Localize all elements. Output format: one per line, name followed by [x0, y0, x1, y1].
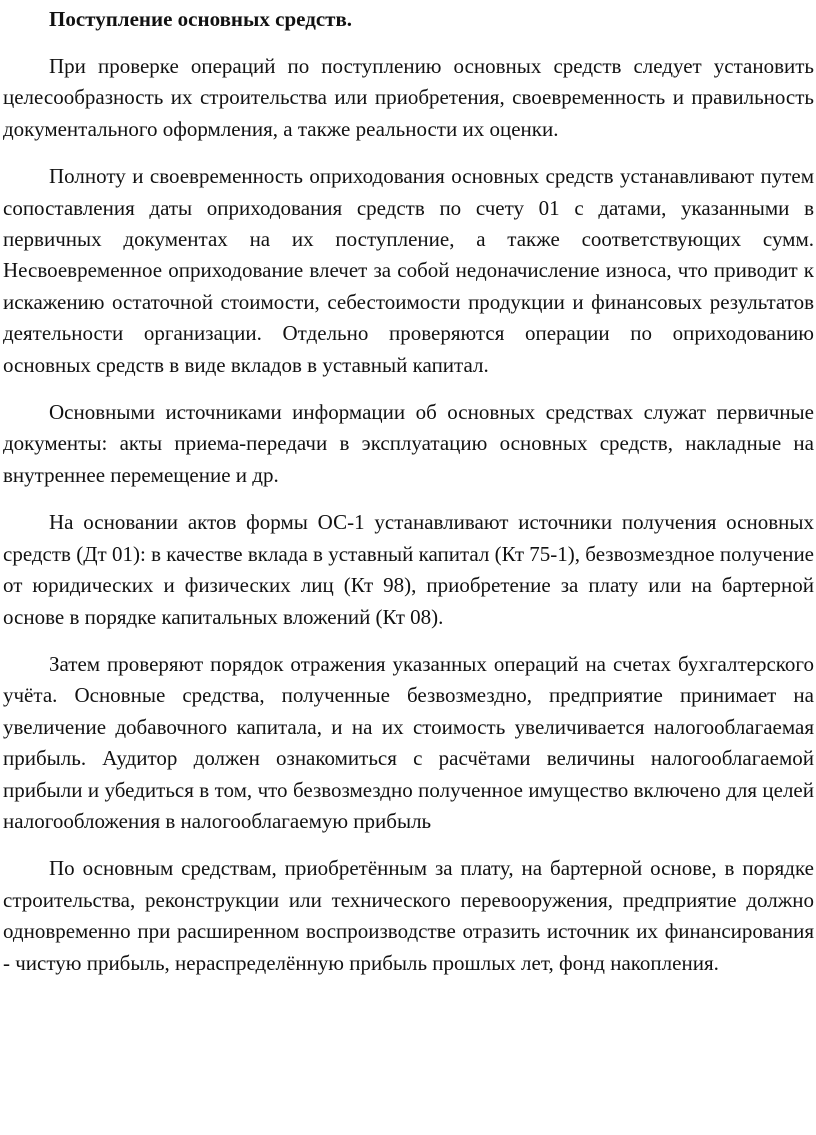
document-title: Поступление основных средств.	[49, 7, 353, 31]
paragraph-2: Полноту и своевременность оприходования основных средств устанавливают путем сопоставления даты оприходования средств по счету 01 с датами, указанными в первичных документах на их поступление, а также соответствующих сумм. Несвоевременное оприходование влечет за собой недоначисление износа, что приводит к искажению остаточной стоимости, себестоимости продукции и финансовых результатов деятельности организации. Отдельно проверяются операции по оприходованию основных средств в виде вкладов в уставный капитал.	[3, 164, 814, 377]
paragraph-5: Затем проверяют порядок отражения указанных операций на счетах бухгалтерского учёта. Основные средства, полученные безвозмездно, предприятие принимает на увеличение добавочного капитала, и на их стоимость увеличивается налогооблагаемая прибыль. Аудитор должен ознакомиться с расчётами величины налогооблагаемой прибыли и убедиться в том, что безвозмездно полученное имущество включено для целей налогообложения в налогооблагаемую прибыль	[3, 651, 814, 833]
paragraph-4: На основании актов формы ОС-1 устанавливают источники получения основных средств (Дт 01): в качестве вклада в уставный капитал (Кт 75-1), безвозмездное получение от юридических и физических лиц (Кт 98), приобретение за плату или на бартерной основе в порядке капитальных вложений (Кт 08).	[3, 510, 814, 629]
paragraph-1: При проверке операций по поступлению основных средств следует установить целесообразность их строительства или приобретения, своевременность и правильность документального оформления, а также реальности их оценки.	[3, 54, 814, 141]
paragraph-3: Основными источниками информации об основных средствах служат первичные документы: акты приема-передачи в эксплуатацию основных средств, накладные на внутреннее перемещение и др.	[3, 400, 814, 487]
paragraph-6: По основным средствам, приобретённым за плату, на бартерной основе, в порядке строительства, реконструкции или технического перевооружения, предприятие должно одновременно при расширенном воспроизводстве отразить источник их финансирования - чистую прибыль, нераспределённую прибыль прошлых лет, фонд накопления.	[3, 856, 814, 975]
